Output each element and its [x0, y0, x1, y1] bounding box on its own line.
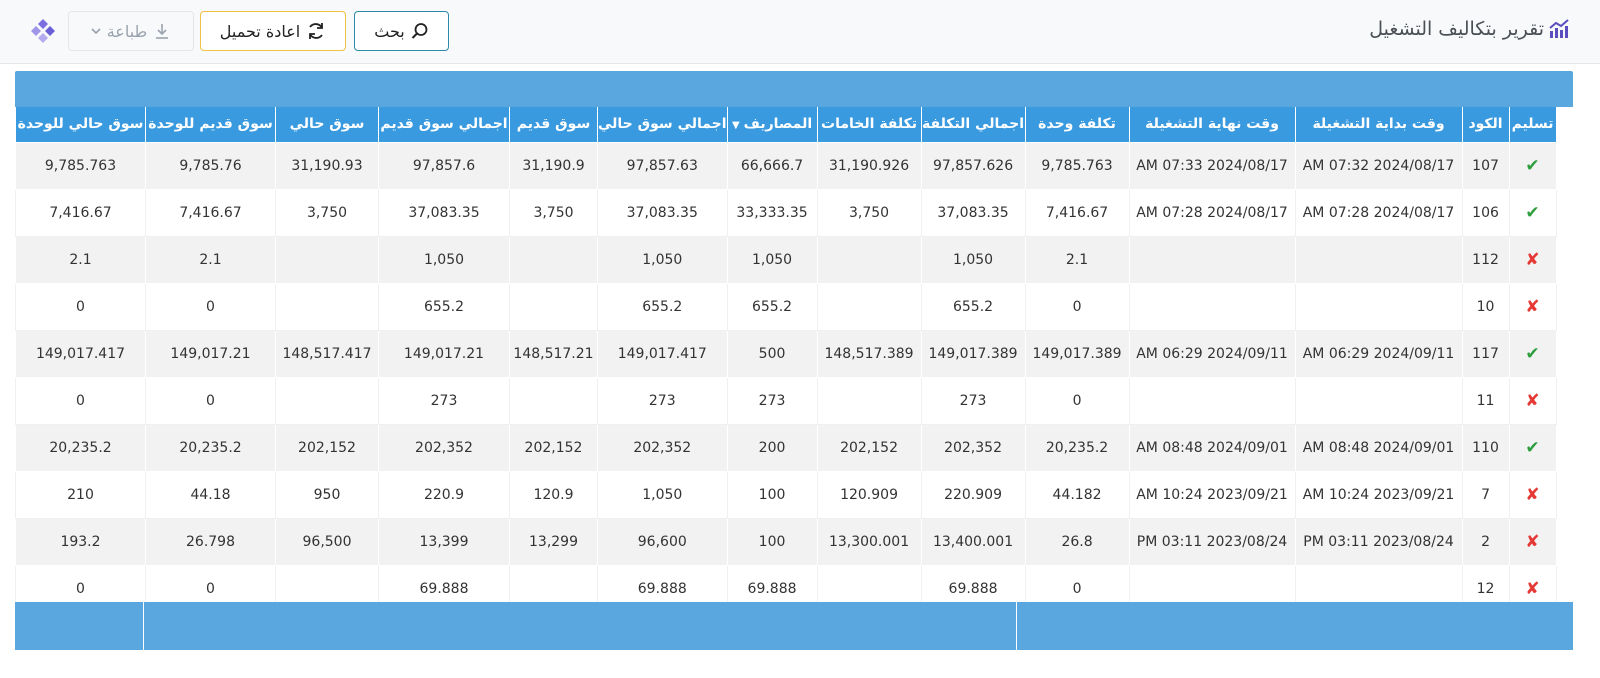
table-cell [510, 236, 598, 283]
table-cell: AM 08:48 2024/09/01 [1295, 424, 1462, 471]
table-cell: 500 [727, 330, 817, 377]
table-cell: AM 07:28 2024/08/17 [1295, 189, 1462, 236]
table-cell: PM 03:11 2023/08/24 [1295, 518, 1462, 565]
table-cell: 3,750 [510, 189, 598, 236]
check-icon: ✔ [1509, 330, 1556, 377]
table-cell: 7,416.67 [16, 189, 146, 236]
search-button-label: بحث [374, 21, 405, 41]
page-title-wrap [1369, 18, 1570, 40]
table-cell: 149,017.417 [16, 330, 146, 377]
table-cell: AM 10:24 2023/09/21 [1295, 471, 1462, 518]
column-header-label: تسليم [1511, 116, 1554, 133]
table-cell: 13,399 [379, 518, 510, 565]
cross-icon: ✘ [1509, 236, 1556, 283]
column-header[interactable] [146, 107, 276, 142]
table-cell: AM 06:29 2024/09/11 [1295, 330, 1462, 377]
table-cell: 1,050 [598, 236, 728, 283]
table-cell: 273 [921, 377, 1025, 424]
table-cell: 7,416.67 [1025, 189, 1129, 236]
table-cell: 69.888 [379, 565, 510, 612]
table-cell: 117 [1462, 330, 1509, 377]
column-header-label: اجمالي التكلفة [922, 116, 1025, 133]
table-cell: 112 [1462, 236, 1509, 283]
check-icon: ✔ [1509, 424, 1556, 471]
table-cell: 655.2 [727, 283, 817, 330]
column-header-label: الكود [1468, 116, 1503, 133]
reload-button-label: اعادة تحميل [219, 21, 301, 41]
table-cell: 149,017.389 [1025, 330, 1129, 377]
table-cell: 13,299 [510, 518, 598, 565]
table-cell: 202,352 [921, 424, 1025, 471]
column-header[interactable] [379, 107, 510, 142]
table-cell: 210 [16, 471, 146, 518]
table-cell: 20,235.2 [1025, 424, 1129, 471]
table-cell: 149,017.417 [598, 330, 728, 377]
column-header[interactable] [1295, 107, 1462, 142]
table-cell: 202,152 [510, 424, 598, 471]
toolbar [0, 0, 1600, 64]
table-cell: 120.909 [817, 471, 921, 518]
table-cell: 9,785.763 [16, 142, 146, 189]
table-cell: 200 [727, 424, 817, 471]
column-header[interactable] [1129, 107, 1295, 142]
column-header[interactable] [921, 107, 1025, 142]
table-cell: 149,017.21 [146, 330, 276, 377]
table-cell: 37,083.35 [379, 189, 510, 236]
table-cell: 69.888 [727, 565, 817, 612]
table-cell: 110 [1462, 424, 1509, 471]
reload-button[interactable] [200, 11, 346, 51]
table-cell: 2.1 [16, 236, 146, 283]
table-cell: 37,083.35 [598, 189, 728, 236]
table-row[interactable] [16, 189, 1557, 236]
column-header[interactable] [727, 107, 817, 142]
table-cell: 31,190.93 [276, 142, 379, 189]
table-cell: 1,050 [598, 471, 728, 518]
download-icon [153, 22, 171, 40]
grid-group-band [15, 71, 1573, 107]
diamond-menu-icon[interactable] [30, 18, 56, 44]
table-cell [1295, 283, 1462, 330]
table-cell: 148,517.389 [817, 330, 921, 377]
search-icon [411, 22, 429, 40]
table-cell: 950 [276, 471, 379, 518]
table-cell: 0 [1025, 377, 1129, 424]
table-cell: 0 [16, 565, 146, 612]
table-cell: 7,416.67 [146, 189, 276, 236]
table-cell: AM 08:48 2024/09/01 [1129, 424, 1295, 471]
table-cell: 100 [727, 518, 817, 565]
table-cell: 655.2 [379, 283, 510, 330]
table-cell: 220.9 [379, 471, 510, 518]
table-cell [276, 236, 379, 283]
cross-icon: ✘ [1509, 471, 1556, 518]
table-cell: AM 10:24 2023/09/21 [1129, 471, 1295, 518]
table-cell: 31,190.926 [817, 142, 921, 189]
table-cell: 33,333.35 [727, 189, 817, 236]
cross-icon: ✘ [1509, 283, 1556, 330]
table-cell [1295, 377, 1462, 424]
table-cell: 0 [146, 377, 276, 424]
table-cell [276, 377, 379, 424]
table-cell: 106 [1462, 189, 1509, 236]
table-cell: 202,352 [379, 424, 510, 471]
table-cell: 26.798 [146, 518, 276, 565]
table-cell [817, 283, 921, 330]
column-header-label: المصاريف [743, 116, 813, 133]
column-header-label: وقت نهاية التشغيلة [1145, 116, 1279, 133]
cross-icon: ✘ [1509, 518, 1556, 565]
table-cell: 193.2 [16, 518, 146, 565]
column-header[interactable] [510, 107, 598, 142]
table-cell: AM 07:33 2024/08/17 [1129, 142, 1295, 189]
table-cell [1129, 377, 1295, 424]
table-row[interactable] [16, 471, 1557, 518]
table-cell: 273 [379, 377, 510, 424]
table-cell: 97,857.6 [379, 142, 510, 189]
footer-separator [1016, 602, 1017, 650]
table-cell: 13,300.001 [817, 518, 921, 565]
table-cell: 273 [598, 377, 728, 424]
table-cell: 97,857.63 [598, 142, 728, 189]
table-cell: PM 03:11 2023/08/24 [1129, 518, 1295, 565]
sort-caret-icon[interactable]: ▼ [731, 120, 740, 132]
table-cell: AM 07:28 2024/08/17 [1129, 189, 1295, 236]
table-row[interactable] [16, 330, 1557, 377]
table-row[interactable] [16, 283, 1557, 330]
table-cell: 44.182 [1025, 471, 1129, 518]
table-cell: 12 [1462, 565, 1509, 612]
column-header-label: تكلفة الخامات [821, 116, 917, 133]
table-row[interactable] [16, 518, 1557, 565]
table-cell: 26.8 [1025, 518, 1129, 565]
table-cell [510, 283, 598, 330]
print-button[interactable] [68, 11, 194, 51]
table-cell: 100 [727, 471, 817, 518]
table-cell: 2.1 [146, 236, 276, 283]
table-row[interactable] [16, 142, 1557, 189]
table-cell: 37,083.35 [921, 189, 1025, 236]
cross-icon: ✘ [1509, 565, 1556, 612]
table-cell: 13,400.001 [921, 518, 1025, 565]
table-cell [1129, 236, 1295, 283]
check-icon: ✔ [1509, 142, 1556, 189]
table-cell: 0 [16, 283, 146, 330]
table-row[interactable] [16, 377, 1557, 424]
table-cell: 0 [146, 283, 276, 330]
table-cell: 96,600 [598, 518, 728, 565]
table-cell: 202,152 [817, 424, 921, 471]
table-cell [510, 377, 598, 424]
table-cell [1295, 236, 1462, 283]
report-grid [15, 71, 1573, 663]
table-cell: 0 [1025, 565, 1129, 612]
table-row[interactable] [16, 236, 1557, 283]
cross-icon: ✘ [1509, 377, 1556, 424]
table-cell [276, 283, 379, 330]
table-cell: 2.1 [1025, 236, 1129, 283]
table-cell: 10 [1462, 283, 1509, 330]
table-cell: 0 [146, 565, 276, 612]
table-cell: 148,517.21 [510, 330, 598, 377]
table-cell: 20,235.2 [146, 424, 276, 471]
table-cell: 0 [1025, 283, 1129, 330]
table-cell: 3,750 [817, 189, 921, 236]
footer-separator [143, 602, 144, 650]
table-cell: 202,152 [276, 424, 379, 471]
column-header-label: اجمالي سوق قديم [380, 116, 508, 133]
page-title: تقرير بتكاليف التشغيل [1369, 18, 1544, 40]
table-cell: 11 [1462, 377, 1509, 424]
column-header[interactable] [276, 107, 379, 142]
table-cell: 0 [16, 377, 146, 424]
table-cell: 2 [1462, 518, 1509, 565]
table-cell: 655.2 [598, 283, 728, 330]
search-button[interactable] [354, 11, 449, 51]
table-cell: AM 07:32 2024/08/17 [1295, 142, 1462, 189]
table-cell: 220.909 [921, 471, 1025, 518]
table-cell: 149,017.389 [921, 330, 1025, 377]
table-cell: AM 06:29 2024/09/11 [1129, 330, 1295, 377]
print-button-label: طباعة [106, 21, 148, 41]
table-cell: 66,666.7 [727, 142, 817, 189]
table-cell: 1,050 [727, 236, 817, 283]
table-cell: 69.888 [598, 565, 728, 612]
column-header-label: وقت بداية التشغيلة [1312, 116, 1445, 133]
table-cell: 9,785.76 [146, 142, 276, 189]
table-cell: 69.888 [921, 565, 1025, 612]
report-table [15, 107, 1557, 613]
column-header[interactable] [817, 107, 921, 142]
check-icon: ✔ [1509, 189, 1556, 236]
table-cell: 655.2 [921, 283, 1025, 330]
table-cell: 97,857.626 [921, 142, 1025, 189]
table-header-row [16, 107, 1557, 142]
column-header-label: سوق قديم للوحدة [148, 116, 273, 133]
table-cell: 9,785.763 [1025, 142, 1129, 189]
column-header[interactable] [1462, 107, 1509, 142]
table-cell: 202,352 [598, 424, 728, 471]
table-cell: 1,050 [921, 236, 1025, 283]
column-header-label: سوق قديم [516, 116, 591, 133]
column-header-label: سوق حالي للوحدة [17, 116, 144, 133]
table-cell: 20,235.2 [16, 424, 146, 471]
chart-icon [1548, 18, 1570, 40]
table-cell [817, 377, 921, 424]
table-cell: 3,750 [276, 189, 379, 236]
table-cell: 148,517.417 [276, 330, 379, 377]
table-cell [817, 236, 921, 283]
table-cell: 44.18 [146, 471, 276, 518]
chevron-down-icon [91, 26, 101, 36]
refresh-icon [306, 21, 326, 41]
grid-footer-band [15, 602, 1573, 650]
table-cell: 1,050 [379, 236, 510, 283]
column-header-label: اجمالي سوق حالي [598, 116, 727, 133]
column-header[interactable] [1509, 107, 1556, 142]
column-header-label: سوق حالي [289, 116, 365, 133]
table-cell: 273 [727, 377, 817, 424]
column-header[interactable] [598, 107, 728, 142]
table-cell: 120.9 [510, 471, 598, 518]
table-cell: 107 [1462, 142, 1509, 189]
table-cell: 149,017.21 [379, 330, 510, 377]
table-row[interactable] [16, 424, 1557, 471]
table-cell [1129, 283, 1295, 330]
table-cell: 96,500 [276, 518, 379, 565]
column-header-label: تكلفة وحدة [1038, 116, 1116, 133]
table-cell: 7 [1462, 471, 1509, 518]
table-cell: 31,190.9 [510, 142, 598, 189]
column-header[interactable] [16, 107, 146, 142]
column-header[interactable] [1025, 107, 1129, 142]
